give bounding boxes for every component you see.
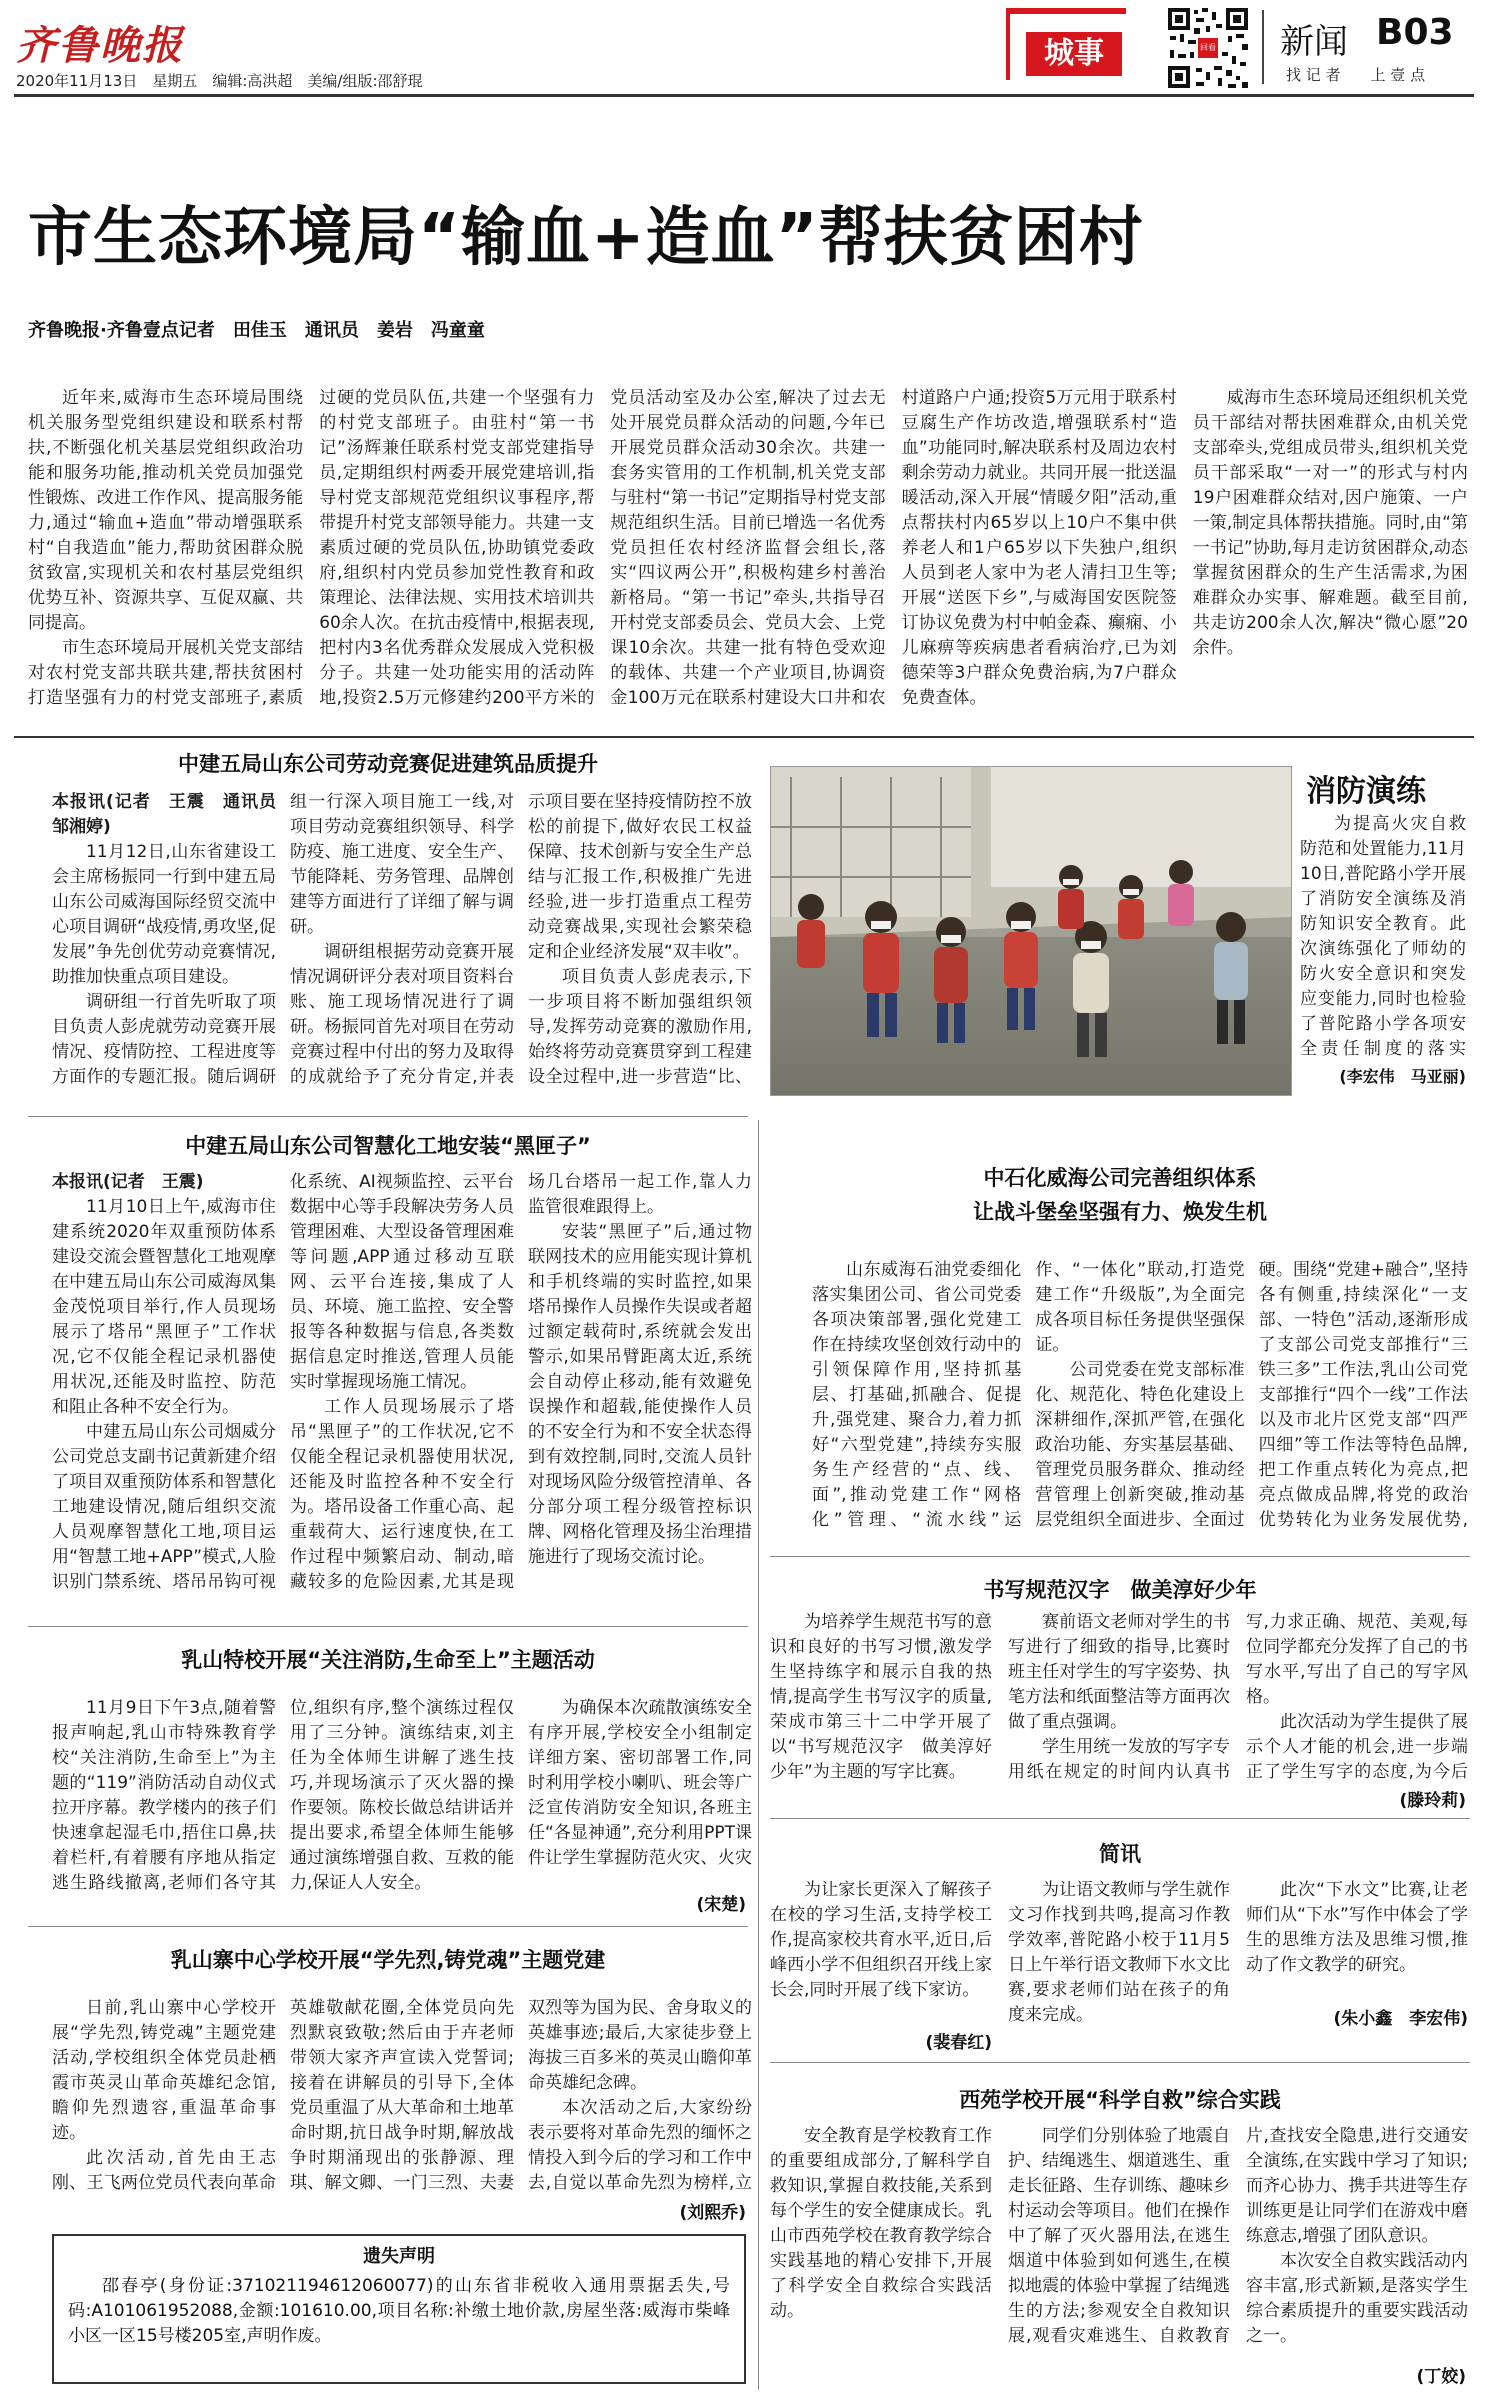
competition-byline: 本报讯(记者 王震 通讯员 邹湘婷) [52, 792, 293, 837]
page-name: 新闻 [1280, 22, 1348, 62]
rushan-fire-paragraph: 为确保本次疏散演练安全有序开展,学校安全小组制定详细方案、密切部署工作,同时利用学校小喇叭、班会等广泛宣传消防安全知识,各班主任“各显神通”,充分利用PPT课件让学生掌握防范火灾、火灾 [528, 1698, 752, 1868]
brief-item-2 [1008, 1878, 1230, 2054]
calligraphy-headline: 书写规范汉字 做美淳好少年 [983, 1578, 1257, 1602]
calligraphy-credit: (滕玲莉) [1399, 1791, 1466, 1811]
lead-paragraph: 威海市生态环境局还组织机关党员干部结对帮扶困难群众,由机关党支部牵头,党组成员带头,组织机关党员干部采取“一对一”的形式与村内19户困难群众结对,因户施策、一户一策,制定具体帮扶措施。同时,由“第一书记”协助,每月走访贫困群众,动态掌握贫困群众的生产生活需求,为困难群众办实事、解难题。截至目前,共走访200余人次,解决“微心愿”20余件。 [1192, 388, 1468, 658]
calligraphy-paragraph: 赛前语文老师对学生的书写进行了细致的指导,比赛时班主任对学生的写字姿势、执笔方法和纸面整洁等方面再次做了重点强调。 [1008, 1612, 1230, 1732]
competition-paragraph: 项目负责人彭虎表示,下一步项目将不断加强组织领导,发挥劳动竞赛的激励作用,始终将劳动竞赛贯穿到工程建设全过程中,进一步营造“比、 [528, 967, 752, 1087]
rushanzhai-paragraph: 日前,乳山寨中心学校开展“学先烈,铸党魂”主题党建活动,学校组织全体党员赴栖霞市英灵山革命英雄纪念馆,瞻仰先烈遗容,重温革命事迹。 [52, 1998, 276, 2143]
xiyuan-body [770, 2124, 1468, 2358]
rushan-fire-paragraph: 11月9日下午3点,随着警报声响起,乳山市特殊教育学校“关注消防,生命至上”为主题的“119”消防活动自动仪式拉开序幕。教学楼内的孩子们快速拿起湿毛巾,捂住口鼻,扶着栏杆,有着腰有序地从指定逃生路线撤离,老师们各守其位,组织有序,整个演练过程仅用了三分钟。演练结束,刘主任为全体师生讲解了逃生技巧,并现场演示了灭火器的操作要领。陈校长做总结讲话并提出要求,希望全体师生能够通过演练增强自救、互救的能力,保证人人安全。 [52, 1698, 514, 1893]
rushanzhai-paragraph: 本次活动之后,大家纷纷表示要将对革命先烈的缅怀之情投入到今后的学习和工作中去,自觉以革命先烈为榜样,立 [528, 2098, 752, 2193]
brief-item-text: 为让家长更深入了解孩子在校的学习生活,支持学校工作,提高家校共育水平,近日,后峰西小学不但组织召开线上家长会,同时开展了线下家访。 [770, 1880, 992, 2000]
newspaper-logo: 齐鲁晚报 [16, 22, 184, 69]
section-divider [28, 1116, 748, 1117]
sinopec-paragraph: 山东威海石油党委细化落实集团公司、省公司党委各项决策部署,强化党建工作在持续攻坚创效行动中的引领保障作用,坚持抓基层、打基础,抓融合、促提升,强党建、聚合力,着力抓好“六型党建”,持续夯实服务生产经营的“点、线、面”,推动党建工作“网格化”管理、“流水线”运作、“一体化”联动,打造党建工作“升级版”,为全面完成各项目标任务提供坚强保证。 [812, 1260, 1245, 1530]
competition-headline: 中建五局山东公司劳动竞赛促进建筑品质提升 [178, 752, 598, 776]
xiyuan-paragraph: 本次安全自救实践活动内容丰富,形式新颖,是落实学生综合素质提升的重要实践活动之一。 [1246, 2251, 1468, 2346]
section-divider [28, 1626, 748, 1627]
briefs-title: 简讯 [1099, 1842, 1141, 1866]
calligraphy-paragraph: 此次活动为学生提供了展示个人才能的机会,进一步端正了学生写字的态度,为今后 [1246, 1712, 1468, 1782]
lost-notice-box [52, 2234, 746, 2384]
blackbox-paragraph: 工作人员现场展示了塔吊“黑匣子”的工作状况,它不仅能全程记录机器使用状况,还能及时监控各种不安全行为。塔吊设备工作重心高、起重载荷大、运行速度快,在工作过程中频繁启动、制动,暗藏较多的危险因素,尤其是现场几台塔吊一起工作,靠人力监管很难跟得上。 [290, 1172, 752, 1592]
fire-drill-credit: (李宏伟 马亚丽) [1339, 1067, 1466, 1086]
calligraphy-paragraph: 学生用统一发放的写字专用纸在规定的时间内认真书写,力求正确、规范、美观,每位同学都充分发挥了自己的书写水平,写出了自己的写字风格。 [1008, 1612, 1468, 1782]
fire-drill-caption [1300, 812, 1466, 1058]
lost-notice-title: 遗失声明 [363, 2246, 435, 2267]
rushan-fire-body [52, 1696, 752, 1914]
lead-paragraph: 市生态环境局开展机关党支部结对农村党支部共联共建,帮扶贫困村打造坚强有力的村党支部班子,素质过硬的党员队伍,共建一个坚强有力的村党支部班子。由驻村“第一书记”汤辉兼任联系村党支部党建指导员,定期组织村两委开展党建培训,指导村党支部规范党组织议事程序,帮带提升村党支部领导能力。共建一支素质过硬的党员队伍,协助镇党委政府,组织村内党员参加党性教育和政策理论、法律法规、实用技术培训共60余人次。在抗击疫情中,根据表现,把村内3名优秀群众发展成入党积极分子。共建一处功能实用的活动阵地,投资2.5万元修建约200平方米的党员活动室及办公室,解决了过去无处开展党员群众活动的问题,今年已开展党员群众活动30余次。共建一套务实管用的工作机制,机关党支部与驻村“第一书记”定期指导村党支部规范组织生活。目前已增选一名优秀党员担任农村经济监督会组长,落实“四议两公开”,积极构建乡村善治新格局。“第一书记”牵头,共指导召开村党支部委员会、党员大会、上党课10余次。共建一批有特色受欢迎的载体、共建一个产业项目,协调资金100万元在联系村建设大口井和农村道路户户通;投资5万元用于联系村豆腐生产作坊改造,增强联系村“造血”功能同时,解决联系村及周边农村剩余劳动力就业。共同开展一批送温暖活动,深入开展“情暖夕阳”活动,重点帮扶村内65岁以上10户不集中供养老人和1户65岁以下失独户,组织人员到老人家中为老人清扫卫生等;开展“送医下乡”,与威海国安医院签订协议免费为村中帕金森、癫痫、小儿麻痹等疾病患者看病治疗,已为刘德荣等3户群众免费治病,为7户群众免费查体。 [28, 388, 1177, 708]
qr-label: 回看 [1200, 43, 1216, 52]
rushanzhai-credit: (刘熙乔) [679, 2203, 746, 2223]
sinopec-paragraph: 公司党委在党支部标准化、规范化、特色化建设上深耕细作,深抓严管,在强化政治功能、夯实基层基础、管理党员服务群众、推动经营管理上创新突破,推动基层党组织全面进步、全面过硬。围绕“党建+融合”,坚持各有侧重,持续深化“一支部、一特色”活动,逐渐形成了支部公司党支部推行“三铁三多”工作法,乳山公司党支部推行“四个一线”工作法以及市北片区党支部“四严四细”等工作法等特色品牌,把工作重点转化为亮点,把亮点做成品牌,将党的政治优势转化为业务发展优势, [1035, 1260, 1468, 1530]
rushanzhai-headline: 乳山寨中心学校开展“学先烈,铸党魂”主题党建 [170, 1948, 606, 1972]
masthead-divider [1262, 10, 1264, 84]
blackbox-headline: 中建五局山东公司智慧化工地安装“黑匣子” [185, 1134, 591, 1158]
competition-paragraph: 调研组根据劳动竞赛开展情况调研评分表对项目资料台账、施工现场情况进行了调研。杨振同首先对项目在劳动竞赛过程中付出的努力及取得的成就给予了充分肯定,并表示项目要在坚持疫情防控不放松的前提下,做好农民工权益保障、技术创新与安全生产总结与汇报工作,积极推广先进经验,进一步打造重点工程劳动竞赛战果,实现社会繁荣稳定和企业经济发展“双丰收”。 [290, 792, 752, 1087]
rushanzhai-body [52, 1996, 752, 2220]
blackbox-paragraph: 安装“黑匣子”后,通过物联网技术的应用能实现计算机和手机终端的实时监控,如果塔吊操作人员操作失误或者超过额定载荷时,系统就会发出警示,如果吊臂距离太近,系统会自动停止移动,能有效避免误操作和超载,能使操作人员的不安全行为和不安全状态得到有效控制,同时,交流人员针对现场风险分级管控清单、各分部分项工程分级管控标识牌、网格化管理及扬尘治理措施进行了现场交流讨论。 [528, 1222, 752, 1567]
lead-body [28, 386, 1468, 734]
xiyuan-paragraph: 安全教育是学校教育工作的重要组成部分,了解科学自救知识,掌握自救技能,关系到每个学生的安全健康成长。乳山市西苑学校在教育教学综合实践基地的精心安排下,开展了科学安全自救综合实践活动。 [770, 2126, 992, 2321]
page-number: B03 [1376, 12, 1454, 53]
qr-code [1166, 6, 1250, 90]
xiyuan-paragraph: 同学们分别体验了地震自护、结绳逃生、烟道逃生、重走长征路、生存训练、趣味乡村运动会等项目。他们在操作中了解了灭火器用法,在逃生烟道中体验到如何逃生,在模拟地震的体验中掌握了结绳逃生的方法;参观安全自救知识展,观看灾难逃生、自救教育片,查找安全隐患,进行交通安全演练,在实践中学习了知识;而齐心协力、携手共进等生存训练更是让同学们在游戏中磨练意志,增强了团队意识。 [1008, 2126, 1468, 2346]
fire-drill-title: 消防演练 [1306, 774, 1426, 809]
brief-item-1 [770, 1878, 992, 2028]
lead-paragraph: 近年来,威海市生态环境局围绕机关服务型党组织建设和联系村帮扶,不断强化机关基层党组织政治功能和服务功能,推动机关党员加强党性锻炼、改进工作作风、提高服务能力,通过“输血+造血”带动增强联系村“自我造血”能力,帮助贫困群众脱贫致富,实现机关和农村基层党组织优势互补、资源共享、互促双赢、共同提高。 [28, 388, 304, 633]
section-divider [770, 2062, 1470, 2063]
competition-paragraph: 11月12日,山东省建设工会主席杨振同一行到中建五局山东公司威海国际经贸交流中心项目调研“战疫情,勇攻坚,促发展”争先创优劳动竞赛情况,助推加快重点项目建设。 [52, 842, 276, 987]
sinopec-body [812, 1258, 1468, 1548]
section-divider [770, 1818, 1470, 1819]
brief-item-text: 此次“下水文”比赛,让老师们从“下水”写作中体会了学生的思维方法及思维习惯,推动了作文教学的研究。 [1246, 1880, 1468, 1975]
column-divider [758, 1120, 759, 2390]
section-divider [14, 736, 1474, 738]
masthead-rule [14, 94, 1474, 97]
sinopec-headline-2: 让战斗堡垒坚强有力、焕发生机 [973, 1200, 1267, 1224]
brief-item-1-credit: (裴春红) [925, 2033, 992, 2053]
calligraphy-body [770, 1610, 1468, 1806]
sinopec-headline-1: 中石化威海公司完善组织体系 [983, 1166, 1257, 1190]
fire-drill-caption-text: 为提高火灾自救防范和处置能力,11月10日,普陀路小学开展了消防安全演练及消防知识安全教育。此次演练强化了师幼的防火安全意识和突发应变能力,同时也检验了普陀路小学各项安全责任制度的落实 [1300, 814, 1466, 1058]
blackbox-paragraph: 11月10日上午,威海市住建系统2020年双重预防体系建设交流会暨智慧化工地观摩在中建五局山东公司威海凤集金茂悦项目举行,作人员现场展示了塔吊“黑匣子”工作状况,它不仅能全程记录机器使用状况,还能及时监控、防范和阻止各种不安全行为。 [52, 1197, 276, 1417]
xiyuan-credit: (丁姣) [1416, 2367, 1466, 2387]
date-line: 2020年11月13日 星期五 编辑:高洪超 美编/组版:邵舒琨 [16, 72, 423, 90]
rushan-fire-credit: (宋楚) [696, 1895, 746, 1915]
brief-item-text: 为让语文教师与学生就作文习作找到共鸣,提高习作教学效率,普陀路小校于11月5日上午举行语文教师下水文比赛,要求老师们站在孩子的角度来完成。 [1008, 1880, 1230, 2025]
lost-notice-body: 邵春亭(身份证:371021194612060077)的山东省非税收入通用票据丢失,号码:A101061952088,金额:101610.00,项目名称:补缴土地价款,房屋坐落:威海市柴峰小区一区15号楼205室,声明作废。 [68, 2276, 730, 2346]
fire-drill-photo-image [771, 767, 1291, 1095]
rushan-fire-headline: 乳山特校开展“关注消防,生命至上”主题活动 [181, 1648, 595, 1672]
lead-byline: 齐鲁晚报·齐鲁壹点记者 田佳玉 通讯员 姜岩 冯童童 [28, 320, 485, 341]
competition-paragraph: 调研组一行首先听取了项目负责人彭虎就劳动竞赛开展情况、疫情防控、工程进度等方面作的专题汇报。随后调研组一行深入项目施工一线,对项目劳动竞赛组织领导、科学防疫、施工进度、安全生产、节能降耗、劳务管理、品牌创建等方面进行了详细了解与调研。 [52, 792, 514, 1087]
brief-item-3 [1246, 1878, 1468, 2002]
blackbox-paragraph: 中建五局山东公司烟威分公司党总支副书记黄新建介绍了项目双重预防体系和智慧化工地建设情况,随后组织交流人员观摩智慧化工地,项目运用“智慧工地+APP”模式,人脸识别门禁系统、塔吊吊钩可视化系统、AI视频监控、云平台数据中心等手段解决劳务人员管理困难、大型设备管理困难等问题,APP通过移动互联网、云平台连接,集成了人员、环境、施工监控、安全警报等各种数据与信息,各类数据信息定时推送,管理人员能实时掌握现场施工情况。 [52, 1172, 514, 1592]
lead-headline: 市生态环境局“输血+造血”帮扶贫困村 [28, 201, 1144, 275]
rushanzhai-paragraph: 此次活动,首先由王志刚、王飞两位党员代表向革命英雄敬献花圈,全体党员向先烈默哀致敬;然后由于卉老师带领大家齐声宣读入党誓词;接着在讲解员的引导下,全体党员重温了从大革命和土地革命时期,抗日战争时期,解放战争时期涌现出的张静源、理琪、解文卿、一门三烈、夫妻双烈等为国为民、舍身取义的英雄事迹;最后,大家徒步登上海拔三百多米的英灵山瞻仰革命英雄纪念碑。 [52, 1998, 752, 2193]
blackbox-byline: 本报讯(记者 王震) [52, 1172, 204, 1192]
calligraphy-paragraph: 为培养学生规范书写的意识和良好的书写习惯,激发学生坚持练字和展示自我的热情,提高学生书写汉字的质量,荣成市第三十二中学开展了以“书写规范汉字 做美淳好少年”为主题的写字比赛。 [770, 1612, 992, 1782]
section-divider [28, 1926, 748, 1927]
blackbox-body [52, 1170, 752, 1608]
slogan: 找 记 者 上 壹 点 [1286, 66, 1426, 84]
section-tag [1006, 8, 1126, 80]
section-tag-label: 城事 [1026, 32, 1122, 76]
competition-body [52, 790, 752, 1110]
section-divider [770, 1556, 1470, 1557]
xiyuan-headline: 西苑学校开展“科学自救”综合实践 [959, 2088, 1281, 2112]
fire-drill-photo [770, 766, 1292, 1096]
brief-item-3-credit: (朱小鑫 李宏伟) [1333, 2009, 1468, 2029]
